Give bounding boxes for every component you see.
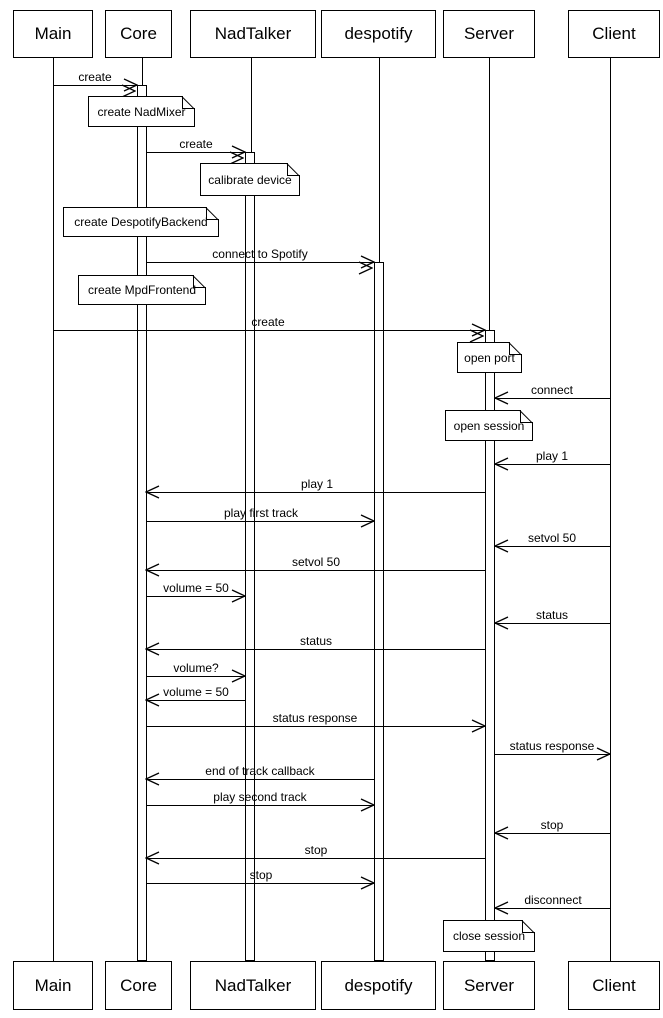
message-line — [147, 726, 485, 727]
message-label: create — [78, 70, 112, 84]
arrowhead-right-icon — [230, 669, 246, 683]
message-label: connect — [530, 383, 574, 397]
note-text: open port — [464, 350, 515, 365]
message-line — [146, 858, 485, 859]
message-line — [53, 330, 485, 331]
message-label: stop — [304, 843, 328, 857]
arrowhead-left-icon — [494, 901, 510, 915]
note-create-nadmixer — [88, 96, 195, 127]
arrowhead-left-icon — [145, 693, 161, 707]
message-line — [146, 649, 485, 650]
message-label: play 1 — [535, 449, 569, 463]
participant-server-top — [443, 10, 535, 58]
message-label: create — [179, 137, 213, 151]
note-text: calibrate device — [208, 172, 292, 187]
message-label: status — [299, 634, 332, 648]
arrowhead-left-icon — [494, 616, 510, 630]
note-text: close session — [452, 929, 526, 943]
message-line — [146, 492, 485, 493]
message-line — [146, 570, 485, 571]
arrowhead-left-icon — [145, 563, 161, 577]
message-line — [147, 883, 374, 884]
message-line — [495, 623, 610, 624]
arrowhead-left-icon — [145, 772, 161, 786]
message-label: status response — [509, 739, 595, 753]
participant-core-top — [105, 10, 172, 58]
note-open-session — [445, 410, 533, 441]
arrowhead-right-icon — [359, 514, 375, 528]
arrowhead-left-icon — [494, 826, 510, 840]
message-label: setvol 50 — [527, 531, 577, 545]
participant-label: Server — [463, 975, 515, 995]
participant-core-bottom — [105, 961, 172, 1010]
participant-label: Main — [34, 24, 72, 43]
participant-label: NadTalker — [214, 24, 292, 43]
arrowhead-right-icon — [357, 261, 373, 275]
message-label: setvol 50 — [291, 555, 341, 569]
message-label: connect to Spotify — [212, 247, 308, 261]
participant-nadtalker-bottom — [190, 961, 316, 1010]
note-create-despotifybackend — [63, 207, 219, 237]
message-line — [147, 521, 374, 522]
participant-client-top — [568, 10, 660, 58]
lifeline-main — [53, 58, 54, 961]
message-label: volume? — [173, 661, 219, 675]
message-line — [495, 464, 610, 465]
participant-main-bottom — [13, 961, 93, 1010]
message-line — [495, 546, 610, 547]
note-open-port — [457, 342, 522, 373]
arrowhead-right-icon — [359, 798, 375, 812]
message-line — [495, 754, 610, 755]
participant-server-bottom — [443, 961, 535, 1010]
note-text: create NadMixer — [97, 104, 186, 119]
message-line — [147, 262, 374, 263]
arrowhead-right-icon — [468, 329, 484, 343]
message-line — [146, 779, 374, 780]
message-label: play 1 — [300, 477, 334, 491]
note-text: open session — [453, 418, 525, 433]
arrowhead-left-icon — [494, 457, 510, 471]
participant-nadtalker-top — [190, 10, 316, 58]
arrowhead-left-icon — [494, 391, 510, 405]
message-label: disconnect — [524, 893, 582, 907]
arrowhead-left-icon — [145, 851, 161, 865]
arrowhead-right-icon — [595, 747, 611, 761]
message-label: status response — [272, 711, 358, 725]
message-label: stop — [249, 868, 273, 882]
message-line — [495, 833, 610, 834]
message-label: volume = 50 — [163, 685, 229, 699]
message-label: play first track — [223, 506, 298, 520]
message-line — [495, 398, 610, 399]
note-close-session — [443, 920, 535, 952]
arrowhead-right-icon — [359, 876, 375, 890]
message-line — [147, 805, 374, 806]
participant-label: despotify — [344, 24, 413, 43]
arrowhead-left-icon — [494, 539, 510, 553]
arrowhead-right-icon — [470, 719, 486, 733]
arrowhead-left-icon — [145, 485, 161, 499]
participant-label: Client — [592, 24, 636, 43]
participant-label: Core — [120, 24, 157, 43]
participant-despotify-top — [321, 10, 436, 58]
message-line — [495, 908, 610, 909]
participant-label: NadTalker — [214, 975, 292, 995]
participant-label: Main — [34, 975, 72, 995]
message-label: status — [535, 608, 568, 622]
message-label: create — [251, 315, 285, 329]
participant-despotify-bottom — [321, 961, 436, 1010]
participant-label: Core — [120, 975, 157, 995]
participant-main-top — [13, 10, 93, 58]
arrowhead-right-icon — [230, 589, 246, 603]
participant-label: despotify — [344, 975, 413, 995]
note-create-mpdfrontend — [78, 275, 206, 305]
participant-label: Server — [463, 24, 515, 43]
note-text: create DespotifyBackend — [74, 215, 208, 229]
participant-label: Client — [592, 975, 636, 995]
message-label: play second track — [213, 790, 307, 804]
message-label: stop — [540, 818, 564, 832]
note-calibrate-device — [200, 163, 300, 196]
message-label: volume = 50 — [163, 581, 229, 595]
message-label: end of track callback — [205, 764, 315, 778]
participant-client-bottom — [568, 961, 660, 1010]
note-text: create MpdFrontend — [87, 283, 197, 297]
arrowhead-left-icon — [145, 642, 161, 656]
